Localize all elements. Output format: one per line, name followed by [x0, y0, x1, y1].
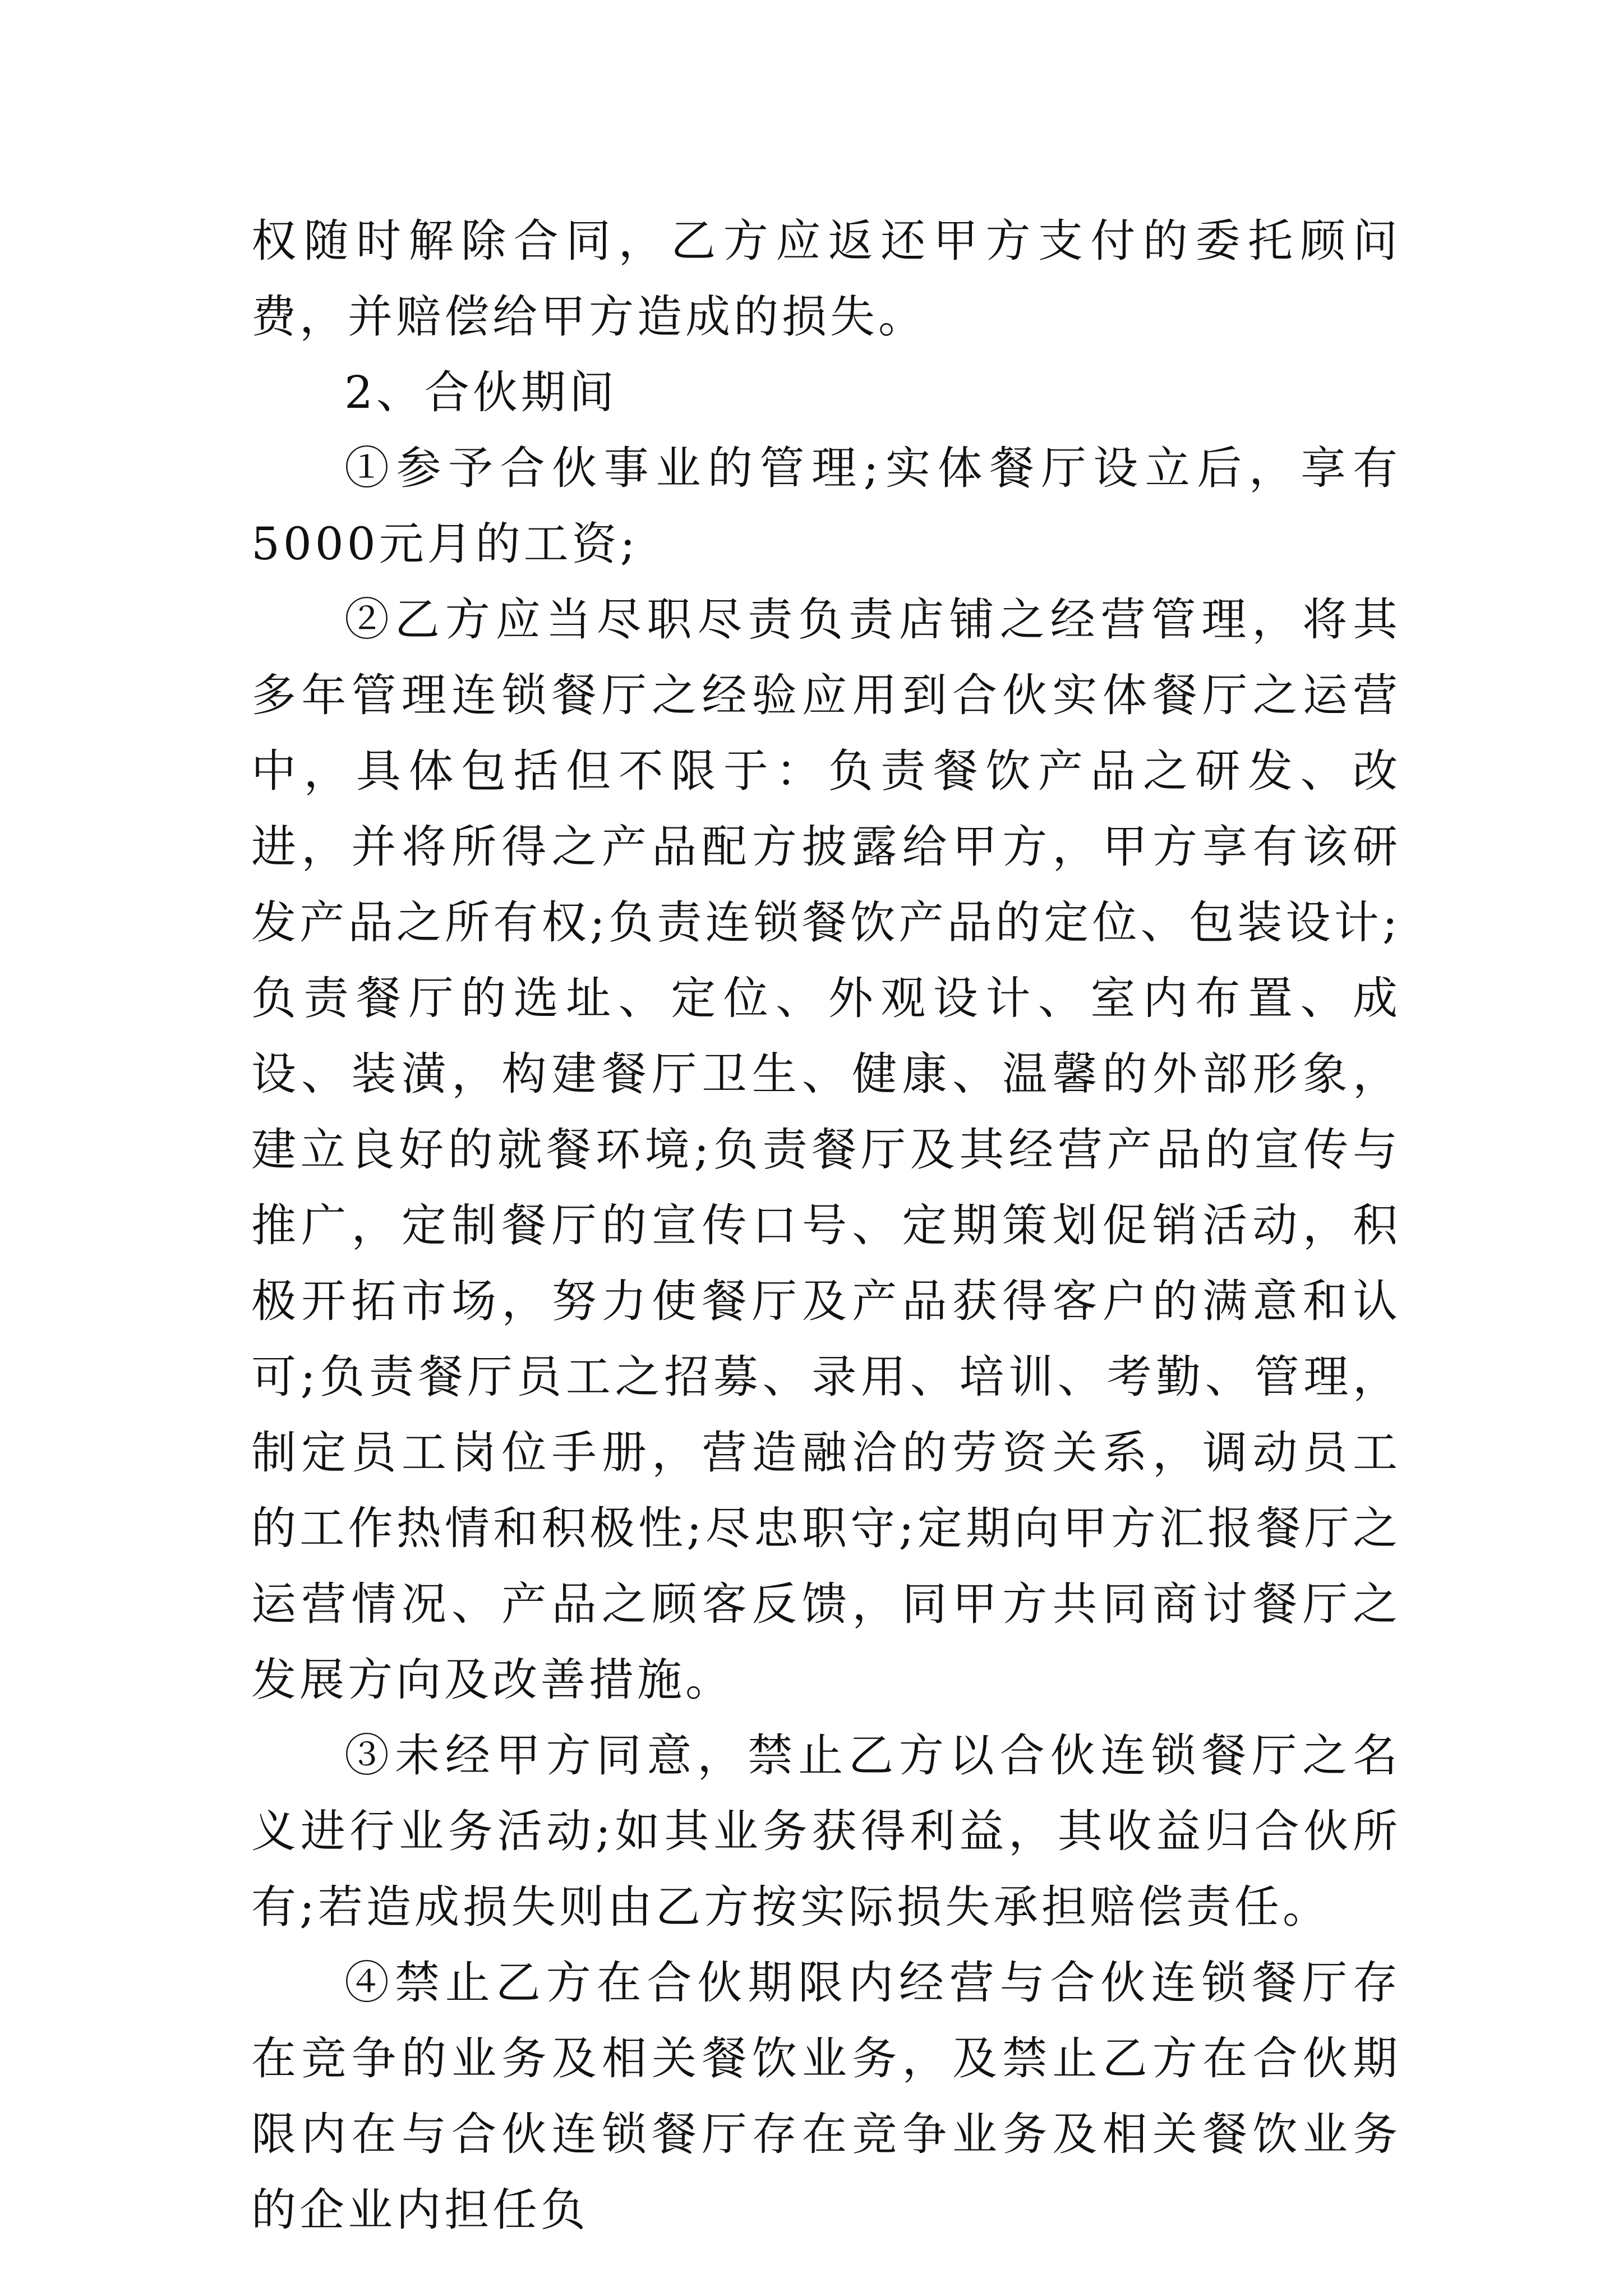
section-heading-partnership-period: 2、合伙期间: [344, 366, 617, 418]
clause-1: ①参予合伙事业的管理;实体餐厅设立后，享有5000元月的工资;: [251, 442, 1401, 570]
clause-4: ④禁止乙方在合伙期限内经营与合伙连锁餐厅存在竞争的业务及相关餐饮业务，及禁止乙方在合伙期限内在与合伙连锁餐厅存在竞争业务及相关餐饮业务的企业内担任负: [251, 1957, 1401, 2236]
paragraph-continuation: 权随时解除合同，乙方应返还甲方支付的委托顾问费，并赔偿给甲方造成的损失。: [251, 215, 1401, 343]
document-body: [251, 203, 1401, 2248]
clause-3: ③未经甲方同意，禁止乙方以合伙连锁餐厅之名义进行业务活动;如其业务获得利益，其收益归合伙所有;若造成损失则由乙方按实际损失承担赔偿责任。: [251, 1729, 1401, 1933]
clause-2: ②乙方应当尽职尽责负责店铺之经营管理，将其多年管理连锁餐厅之经验应用到合伙实体餐厅之运营中，具体包括但不限于：负责餐饮产品之研发、改进，并将所得之产品配方披露给甲方，甲方享有该研发产品之所有权;负责连锁餐饮产品的定位、包装设计;负责餐厅的选址、定位、外观设计、室内布置、成设、装潢，构建餐厅卫生、健康、温馨的外部形象，建立良好的就餐环境;负责餐厅及其经营产品的宣传与推广，定制餐厅的宣传口号、定期策划促销活动，积极开拓市场，努力使餐厅及产品获得客户的满意和认可;负责餐厅员工之招募、录用、培训、考勤、管理，制定员工岗位手册，营造融洽的劳资关系，调动员工的工作热情和积极性;尽忠职守;定期向甲方汇报餐厅之运营情况、产品之顾客反馈，同甲方共同商讨餐厅之发展方向及改善措施。: [251, 593, 1401, 1706]
